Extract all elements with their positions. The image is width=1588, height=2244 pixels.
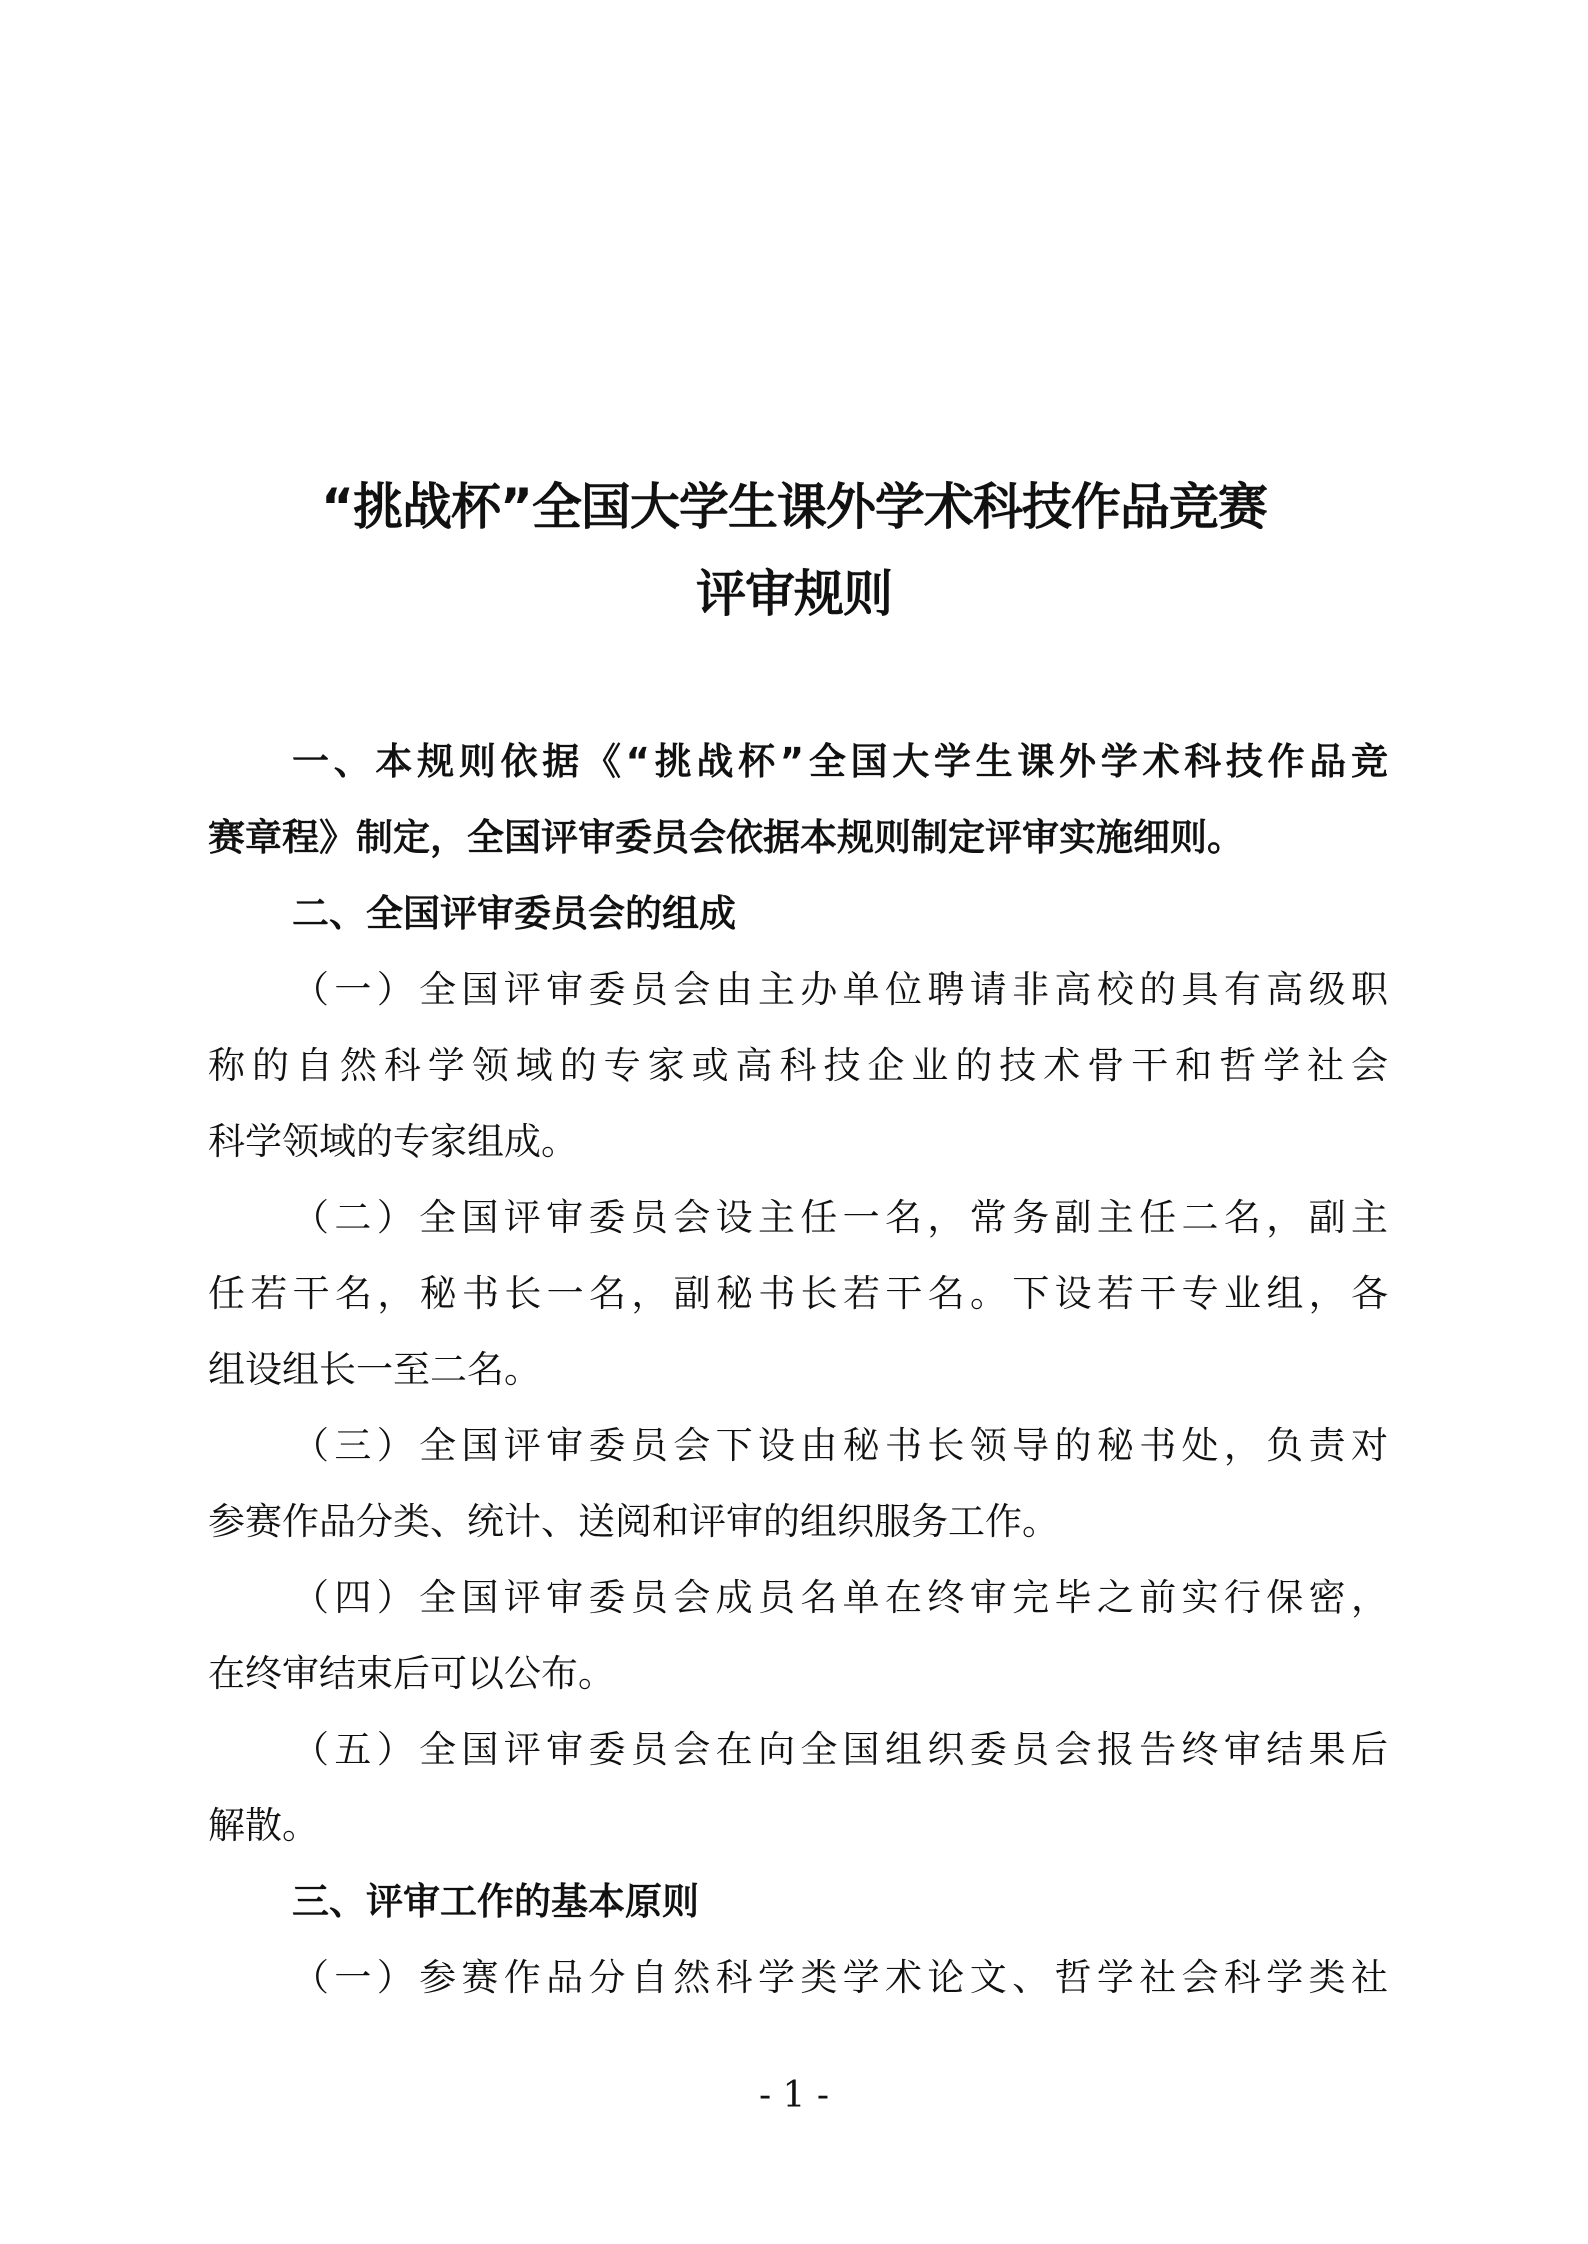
body-line: 赛章程》制定，全国评审委员会依据本规则制定评审实施细则。	[208, 816, 1244, 859]
body-line: 参赛作品分类、统计、送阅和评审的组织服务工作。	[208, 1500, 1059, 1543]
document-title-line-1: “挑战杯”全国大学生课外学术科技作品竞赛	[321, 478, 1267, 536]
body-line: （二）全国评审委员会设主任一名，常务副主任二名，副主	[292, 1196, 1388, 1239]
body-line: （五）全国评审委员会在向全国组织委员会报告终审结果后	[292, 1728, 1388, 1771]
body-line: 称的自然科学领域的专家或高科技企业的技术骨干和哲学社会	[208, 1044, 1388, 1087]
body-line: （一）参赛作品分自然科学类学术论文、哲学社会科学类社	[292, 1956, 1388, 1999]
body-line: （四）全国评审委员会成员名单在终审完毕之前实行保密，	[292, 1576, 1388, 1619]
body-line: 解散。	[208, 1804, 319, 1847]
body-line: 在终审结束后可以公布。	[208, 1652, 615, 1695]
body-line: 一、本规则依据《“挑战杯”全国大学生课外学术科技作品竞	[292, 740, 1388, 783]
body-line: 科学领域的专家组成。	[208, 1120, 578, 1163]
document-title-line-2: 评审规则	[696, 565, 892, 623]
section-heading: 三、评审工作的基本原则	[292, 1880, 699, 1923]
body-line: 组设组长一至二名。	[208, 1348, 541, 1391]
section-heading: 二、全国评审委员会的组成	[292, 892, 736, 935]
body-line: 任若干名，秘书长一名，副秘书长若干名。下设若干专业组，各	[208, 1272, 1388, 1315]
body-line: （三）全国评审委员会下设由秘书长领导的秘书处，负责对	[292, 1424, 1388, 1467]
body-line: （一）全国评审委员会由主办单位聘请非高校的具有高级职	[292, 968, 1388, 1011]
page-number: - 1 -	[758, 2075, 830, 2116]
